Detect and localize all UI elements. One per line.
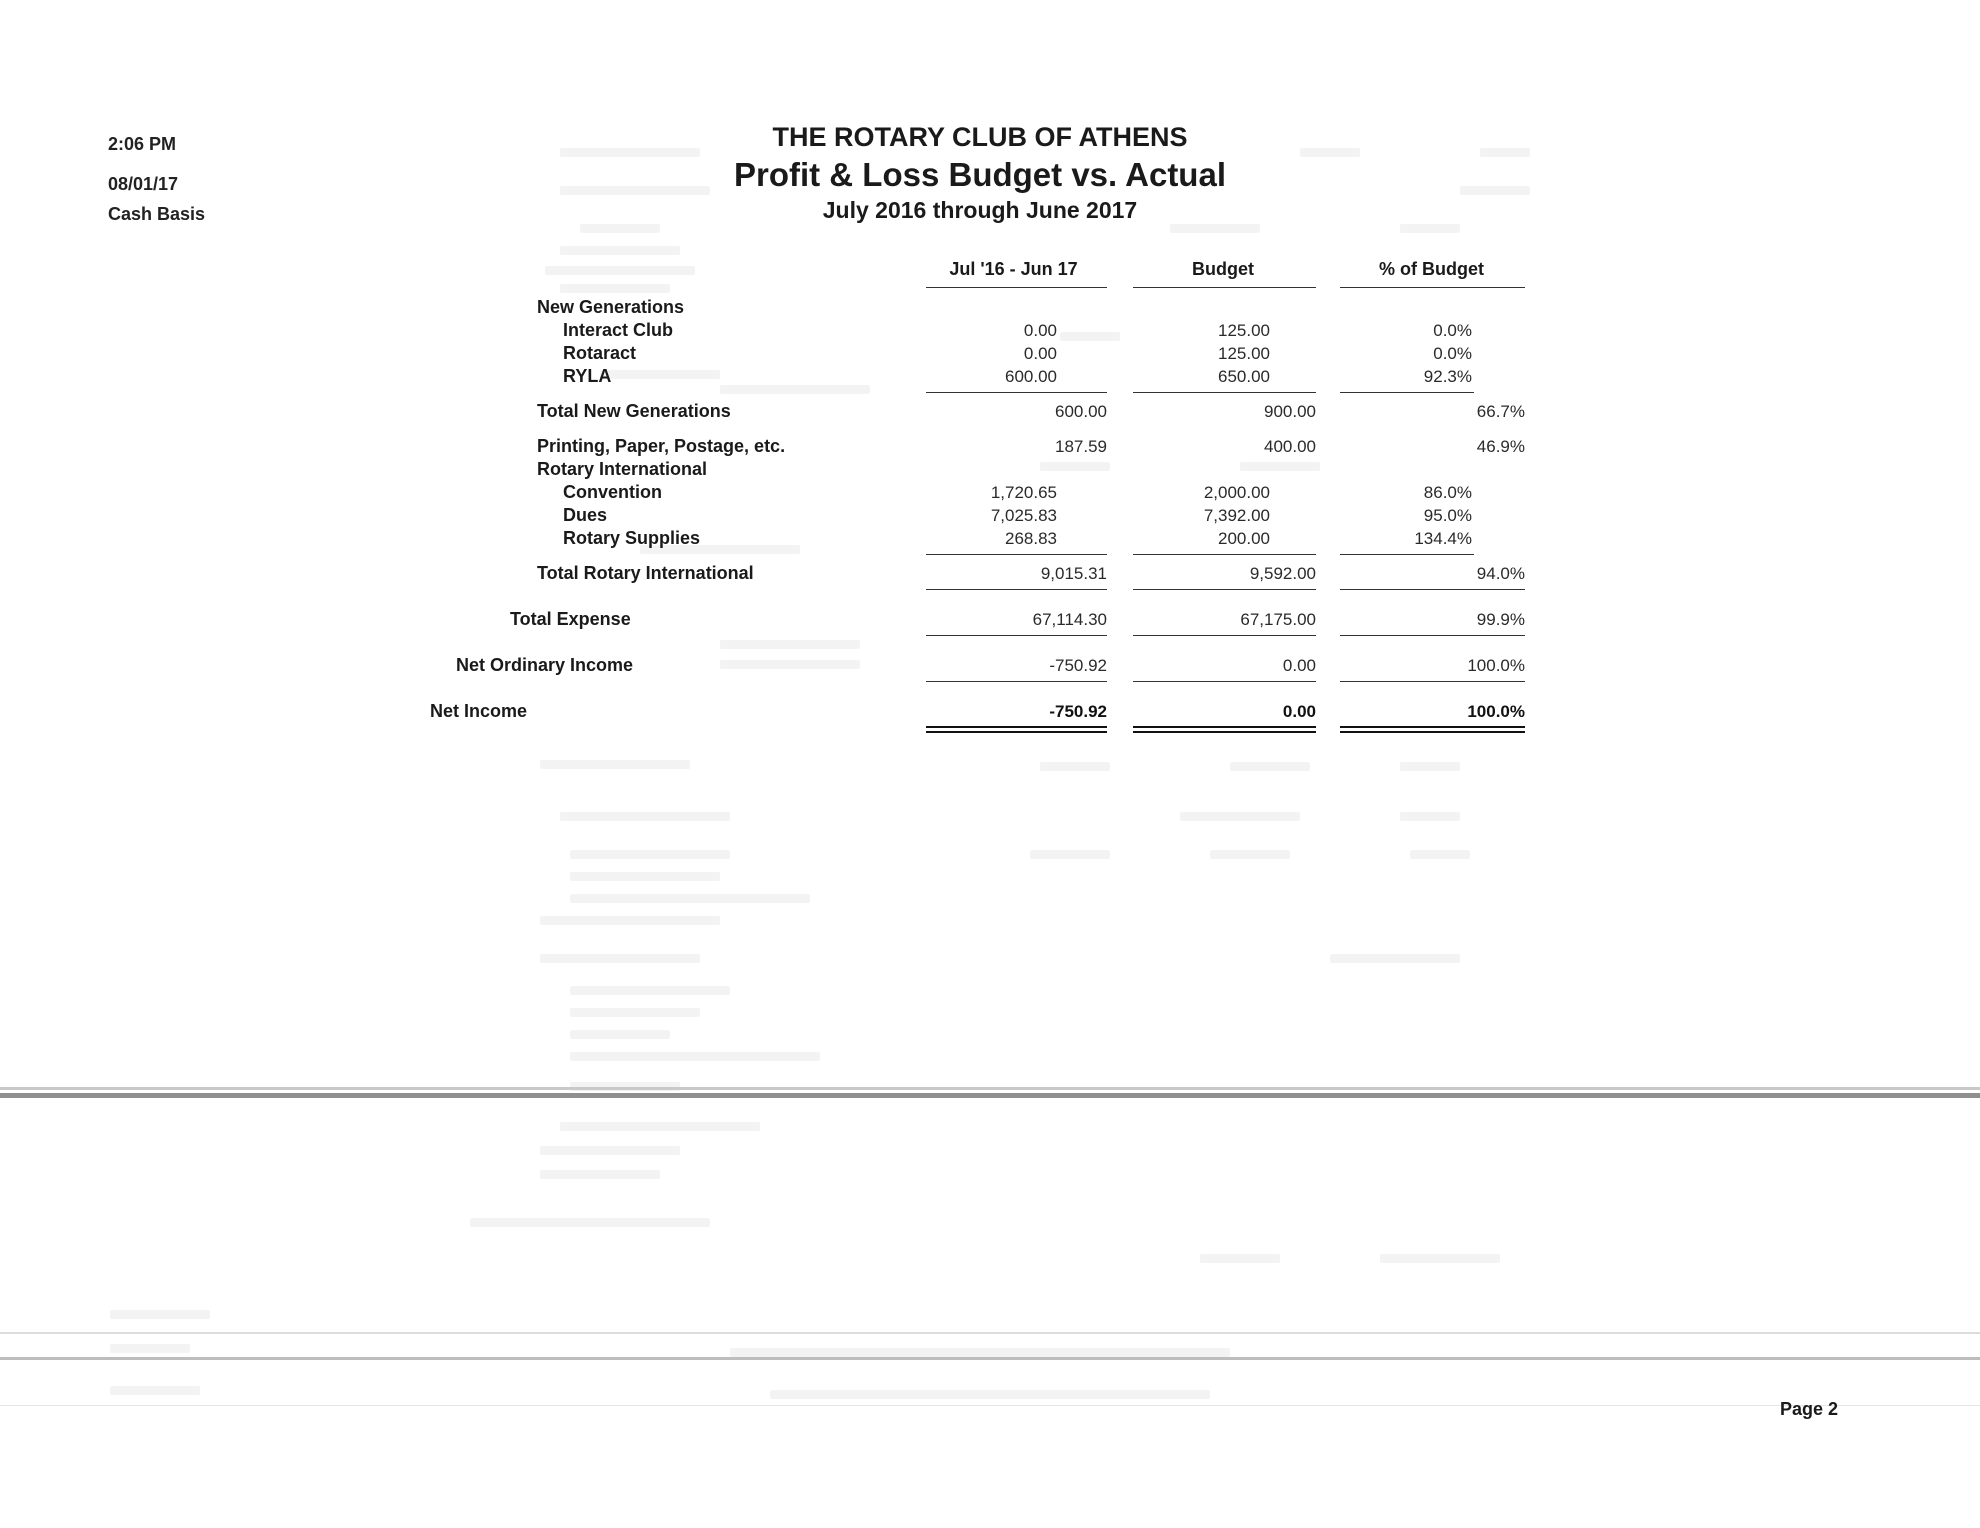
table-row-total-expense — [0, 608, 1980, 631]
table-row-net-ordinary-income — [0, 654, 1980, 677]
column-header-rule — [1340, 287, 1525, 288]
page-number: Page 2 — [1780, 1399, 1839, 1419]
row-label: Printing, Paper, Postage, etc. — [537, 436, 786, 456]
subtotal-rule — [1340, 681, 1525, 682]
value-actual: 7,025.83 — [990, 506, 1057, 525]
value-actual: 0.00 — [1023, 321, 1057, 340]
value-budget: 9,592.00 — [1249, 564, 1316, 583]
report-time: 2:06 PM — [108, 134, 177, 154]
subtotal-rule — [1133, 554, 1316, 555]
value-pct: 0.0% — [1433, 321, 1472, 340]
value-budget: 67,175.00 — [1240, 610, 1316, 629]
row-label: Net Ordinary Income — [456, 655, 634, 675]
column-header-pct: % of Budget — [1379, 259, 1484, 279]
value-pct: 100.0% — [1467, 656, 1525, 675]
report-period: July 2016 through June 2017 — [822, 197, 1138, 223]
grand-total-rule — [1340, 726, 1525, 728]
value-budget: 200.00 — [1218, 529, 1270, 548]
value-pct: 92.3% — [1423, 367, 1472, 386]
subtotal-rule — [926, 589, 1107, 590]
row-label: Total Rotary International — [537, 563, 754, 583]
value-budget: 125.00 — [1218, 321, 1270, 340]
table-row-net-income — [0, 700, 1980, 723]
row-label: Convention — [563, 482, 662, 502]
subtotal-rule — [1133, 681, 1316, 682]
scan-fold-line-shadow — [0, 1093, 1980, 1098]
grand-total-rule — [1133, 726, 1316, 728]
subtotal-rule — [1340, 635, 1525, 636]
table-row-ryla — [0, 365, 1980, 388]
value-budget: 2,000.00 — [1203, 483, 1270, 502]
value-budget: 7,392.00 — [1203, 506, 1270, 525]
grand-total-rule — [926, 731, 1107, 733]
table-row-printing — [0, 435, 1980, 458]
row-label: Interact Club — [563, 320, 674, 340]
value-budget: 0.00 — [1282, 702, 1316, 721]
value-pct: 95.0% — [1423, 506, 1472, 525]
scan-edge-line — [0, 1332, 1980, 1334]
scan-fold-line — [0, 1087, 1980, 1090]
subtotal-rule — [1340, 392, 1474, 393]
row-label: Rotary Supplies — [563, 528, 701, 548]
report-title: Profit & Loss Budget vs. Actual — [733, 156, 1226, 193]
value-budget: 0.00 — [1282, 656, 1316, 675]
subtotal-rule — [926, 392, 1107, 393]
value-budget: 125.00 — [1218, 344, 1270, 363]
table-row-rotaract — [0, 342, 1980, 365]
value-budget: 900.00 — [1264, 402, 1316, 421]
table-row-total-rotary-international — [0, 562, 1980, 585]
grand-total-rule — [1133, 731, 1316, 733]
grand-total-rule — [926, 726, 1107, 728]
column-header-budget: Budget — [1192, 259, 1254, 279]
subtotal-rule — [926, 635, 1107, 636]
table-row-rotary-supplies — [0, 527, 1980, 550]
column-header-actual: Jul '16 - Jun 17 — [949, 259, 1078, 279]
organization-title: THE ROTARY CLUB OF ATHENS — [772, 122, 1188, 152]
row-label: Dues — [563, 505, 608, 525]
value-pct: 0.0% — [1433, 344, 1472, 363]
subtotal-rule — [1133, 635, 1316, 636]
value-budget: 650.00 — [1218, 367, 1270, 386]
value-actual: 268.83 — [1005, 529, 1057, 548]
table-row-interact-club — [0, 319, 1980, 342]
scan-edge-line — [0, 1405, 1980, 1406]
table-row-dues — [0, 504, 1980, 527]
value-pct: 86.0% — [1423, 483, 1472, 502]
value-pct: 46.9% — [1476, 437, 1525, 456]
row-label: RYLA — [563, 366, 612, 386]
value-actual: -750.92 — [1049, 702, 1107, 721]
subtotal-rule — [1133, 589, 1316, 590]
row-label: Total Expense — [510, 609, 631, 629]
value-budget: 400.00 — [1264, 437, 1316, 456]
scan-edge-line — [0, 1357, 1980, 1360]
row-label: Net Income — [430, 701, 528, 721]
value-pct: 100.0% — [1467, 702, 1525, 721]
table-row-convention — [0, 481, 1980, 504]
column-header-rule — [1133, 287, 1316, 288]
value-pct: 134.4% — [1414, 529, 1472, 548]
grand-total-rule — [1340, 731, 1525, 733]
value-actual: 600.00 — [1055, 402, 1107, 421]
table-row-rotary-international — [0, 458, 1980, 481]
row-label: Total New Generations — [537, 401, 731, 421]
value-actual: -750.92 — [1049, 656, 1107, 675]
value-actual: 187.59 — [1055, 437, 1107, 456]
subtotal-rule — [926, 554, 1107, 555]
row-label: Rotary International — [537, 459, 708, 479]
value-pct: 66.7% — [1476, 402, 1525, 421]
row-label: New Generations — [537, 297, 685, 317]
subtotal-rule — [1340, 554, 1474, 555]
table-row-new-generations — [0, 296, 1980, 319]
subtotal-rule — [1340, 589, 1525, 590]
report-basis: Cash Basis — [108, 204, 206, 224]
table-row-total-new-generations — [0, 400, 1980, 423]
value-actual: 67,114.30 — [1032, 610, 1107, 629]
value-actual: 600.00 — [1005, 367, 1057, 386]
value-actual: 1,720.65 — [990, 483, 1057, 502]
value-pct: 94.0% — [1476, 564, 1525, 583]
report-date: 08/01/17 — [108, 174, 179, 194]
value-actual: 9,015.31 — [1040, 564, 1107, 583]
subtotal-rule — [1133, 392, 1316, 393]
value-actual: 0.00 — [1023, 344, 1057, 363]
value-pct: 99.9% — [1476, 610, 1525, 629]
column-header-rule — [926, 287, 1107, 288]
row-label: Rotaract — [563, 343, 637, 363]
subtotal-rule — [926, 681, 1107, 682]
